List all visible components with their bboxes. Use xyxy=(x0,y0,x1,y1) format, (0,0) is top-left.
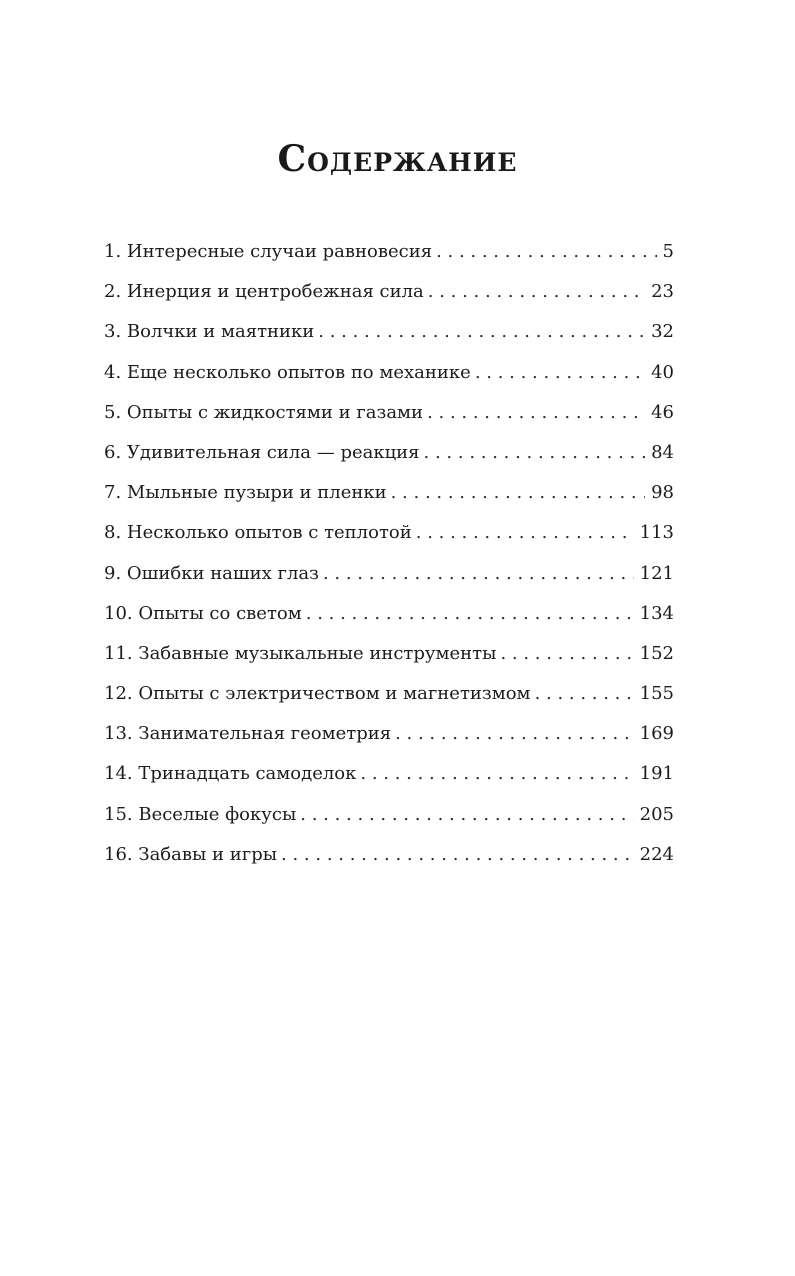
toc-entry-label: 9. Ошибки наших глаз xyxy=(104,562,319,584)
dot-leader xyxy=(300,795,633,835)
dot-leader xyxy=(416,513,634,553)
toc-entry-page-number: 40 xyxy=(651,361,674,383)
toc-entry-label: 13. Занимательная геометрия xyxy=(104,723,392,745)
toc-entry-label: 16. Забавы и игры xyxy=(104,843,278,865)
toc-entry xyxy=(104,312,674,352)
toc-entry-label: 5. Опыты с жидкостями и газами xyxy=(104,401,424,423)
dot-leader xyxy=(427,393,645,433)
toc-entry xyxy=(104,554,674,594)
dot-leader xyxy=(500,634,633,674)
toc-entry-label: 7. Мыльные пузыри и пленки xyxy=(104,482,387,504)
dot-leader xyxy=(391,473,645,513)
toc-entry-page-number: 98 xyxy=(651,482,674,504)
dot-leader xyxy=(475,353,645,393)
toc-entry-page-number: 152 xyxy=(639,642,674,664)
dot-leader xyxy=(281,835,634,875)
toc-entry-label: 2. Инерция и центробежная сила xyxy=(104,281,424,303)
table-of-contents xyxy=(104,232,674,875)
dot-leader xyxy=(306,594,634,634)
toc-entry-label: 6. Удивительная сила — реакция xyxy=(104,441,420,463)
toc-entry-page-number: 169 xyxy=(639,723,674,745)
toc-entry-page-number: 84 xyxy=(651,441,674,463)
toc-entry-label: 10. Опыты со светом xyxy=(104,602,302,624)
toc-entry xyxy=(104,513,674,553)
toc-entry-page-number: 121 xyxy=(639,562,674,584)
page-title: Содержание xyxy=(277,138,518,180)
toc-entry xyxy=(104,272,674,312)
toc-entry-label: 1. Интересные случаи равновесия xyxy=(104,241,433,262)
toc-entry-page-number: 134 xyxy=(639,602,674,624)
dot-leader xyxy=(395,714,634,754)
toc-entry xyxy=(104,393,674,433)
toc-entry-page-number: 205 xyxy=(639,803,674,825)
toc-entry-label: 12. Опыты с электричеством и магнетизмом xyxy=(104,683,531,705)
toc-entry-label: 14. Тринадцать самоделок xyxy=(104,763,357,785)
toc-entry xyxy=(104,594,674,634)
toc-entry-page-number: 46 xyxy=(651,401,674,423)
toc-entry-page-number: 113 xyxy=(639,522,674,544)
dot-leader xyxy=(424,433,646,473)
toc-entry-page-number: 32 xyxy=(651,321,674,343)
toc-entry-page-number: 5 xyxy=(662,241,674,262)
dot-leader xyxy=(323,554,634,594)
toc-entry-page-number: 155 xyxy=(639,683,674,705)
toc-entry xyxy=(104,674,674,714)
toc-entry-label: 11. Забавные музыкальные инструменты xyxy=(104,642,497,664)
dot-leader xyxy=(535,674,634,714)
dot-leader xyxy=(318,312,645,352)
toc-entry xyxy=(104,634,674,674)
toc-entry xyxy=(104,835,674,875)
toc-entry xyxy=(104,714,674,754)
toc-entry xyxy=(104,433,674,473)
toc-entry-page-number: 23 xyxy=(651,281,674,303)
toc-entry-page-number: 224 xyxy=(639,843,674,865)
toc-entry-label: 3. Волчки и маятники xyxy=(104,321,315,343)
toc-entry xyxy=(104,232,674,272)
toc-entry-page-number: 191 xyxy=(639,763,674,785)
dot-leader xyxy=(436,232,656,272)
toc-entry xyxy=(104,795,674,835)
toc-entry-label: 15. Веселые фокусы xyxy=(104,803,297,825)
toc-entry-label: 8. Несколько опытов с теплотой xyxy=(104,522,412,544)
toc-entry xyxy=(104,754,674,794)
dot-leader xyxy=(360,754,633,794)
toc-entry-label: 4. Еще несколько опытов по механике xyxy=(104,361,471,383)
toc-entry xyxy=(104,353,674,393)
dot-leader xyxy=(428,272,645,312)
toc-entry xyxy=(104,473,674,513)
